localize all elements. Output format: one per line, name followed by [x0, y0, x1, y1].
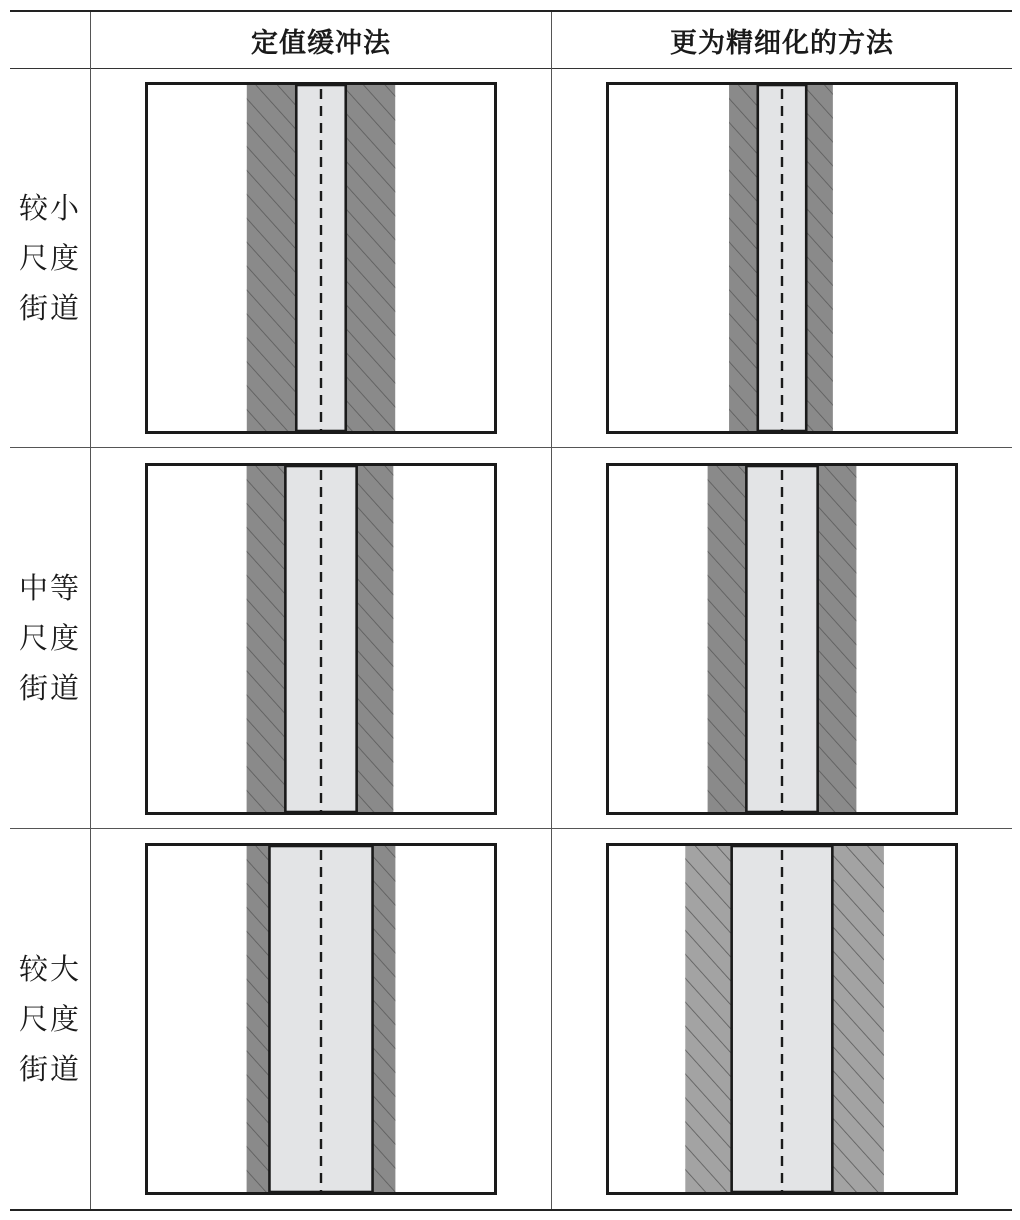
street-diagram [145, 843, 497, 1195]
street-diagram [606, 463, 958, 815]
table-column-divider [551, 12, 552, 1209]
diagram-panel-medium-refined [606, 463, 958, 815]
buffer-hatch-right [818, 466, 857, 812]
diagram-panel-small-refined [606, 82, 958, 434]
row-label-line: 中等 [18, 571, 81, 605]
row-label-line: 街道 [18, 1052, 81, 1086]
row-label-line: 较小 [18, 191, 81, 225]
diagram-panel-large-fixed [145, 843, 497, 1195]
buffer-hatch-left [685, 846, 731, 1192]
buffer-hatch-right [806, 85, 833, 431]
table-bottom-rule [10, 1209, 1012, 1211]
diagram-panel-large-refined [606, 843, 958, 1195]
buffer-hatch-left [247, 466, 286, 812]
buffer-hatch-left [708, 466, 747, 812]
buffer-hatch-right [357, 466, 394, 812]
row-label-line: 尺度 [18, 1002, 81, 1036]
row-label-medium-street [10, 448, 90, 828]
buffer-hatch-left [247, 846, 270, 1192]
table-column-divider [90, 12, 91, 1209]
table-row-divider [10, 447, 1012, 448]
diagram-panel-medium-fixed [145, 463, 497, 815]
buffer-hatch-right [373, 846, 396, 1192]
row-label-line: 尺度 [18, 241, 81, 275]
column-header-fixed-buffer: 定值缓冲法 [251, 27, 391, 59]
row-label-small-street [10, 69, 90, 447]
street-diagram [606, 843, 958, 1195]
table-header-rule [10, 68, 1012, 69]
buffer-hatch-right [346, 85, 395, 431]
buffer-hatch-left [729, 85, 758, 431]
table-row-divider [10, 828, 1012, 829]
diagram-panel-small-fixed [145, 82, 497, 434]
row-label-line: 尺度 [18, 621, 81, 655]
row-label-large-street [10, 829, 90, 1209]
row-label-line: 较大 [18, 952, 81, 986]
column-header-refined-method: 更为精细化的方法 [670, 27, 894, 59]
buffer-hatch-right [832, 846, 884, 1192]
street-diagram [606, 82, 958, 434]
buffer-hatch-left [247, 85, 296, 431]
street-diagram [145, 82, 497, 434]
row-label-line: 街道 [18, 671, 81, 705]
row-label-line: 街道 [18, 291, 81, 325]
street-diagram [145, 463, 497, 815]
